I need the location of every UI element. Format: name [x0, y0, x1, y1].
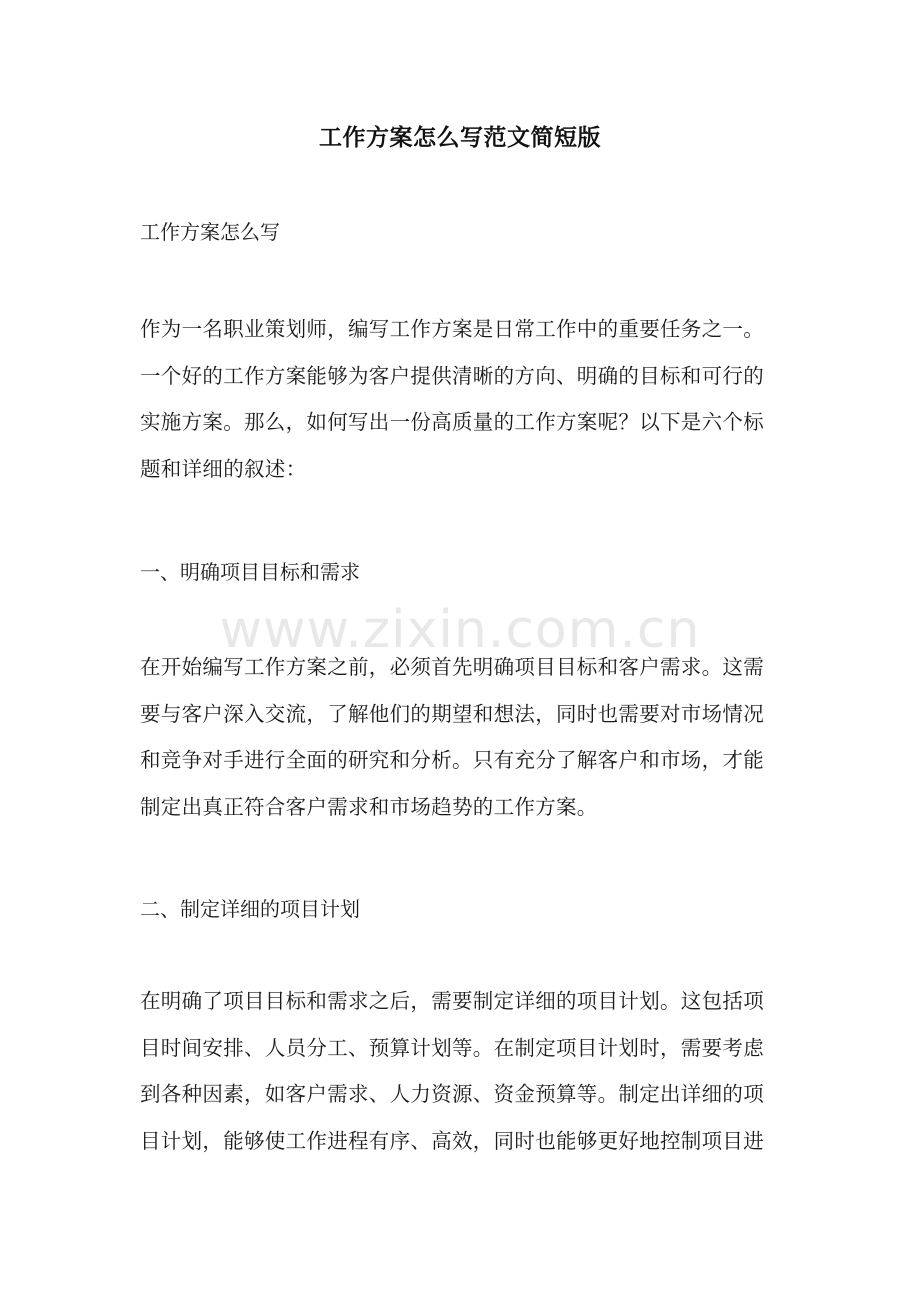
paragraph-line: 制定出真正符合客户需求和市场趋势的工作方案。 — [140, 794, 598, 819]
paragraph-line: 要与客户深入交流，了解他们的期望和想法，同时也需要对市场情况 — [140, 701, 764, 726]
paragraph-line: 和竞争对手进行全面的研究和分析。只有充分了解客户和市场，才能 — [140, 748, 764, 772]
document-subtitle: 工作方案怎么写 — [140, 220, 280, 244]
paragraph-line: 到各种因素，如客户需求、人力资源、资金预算等。制定出详细的项 — [140, 1082, 764, 1106]
section-2-paragraph — [140, 978, 800, 1164]
section-heading-2: 二、制定详细的项目计划 — [140, 897, 360, 921]
section-heading-1: 一、明确项目目标和需求 — [140, 560, 360, 584]
paragraph-line: 在明确了项目目标和需求之后，需要制定详细的项目计划。这包括项 — [140, 989, 764, 1013]
section-1-paragraph — [140, 644, 800, 830]
paragraph-line: 题和详细的叙述： — [140, 456, 307, 481]
paragraph-line: 一个好的工作方案能够为客户提供清晰的方向、明确的目标和可行的 — [140, 363, 764, 388]
paragraph-line: 作为一名职业策划师，编写工作方案是日常工作中的重要任务之一。 — [140, 317, 764, 341]
document-title: 工作方案怎么写范文简短版 — [319, 124, 601, 151]
paragraph-line: 目计划，能够使工作进程有序、高效，同时也能够更好地控制项目进 — [140, 1128, 764, 1153]
watermark: www.zixin.com.cn — [219, 600, 701, 660]
paragraph-line: 目时间安排、人员分工、预算计划等。在制定项目计划时，需要考虑 — [140, 1035, 764, 1060]
paragraph-line: 在开始编写工作方案之前，必须首先明确项目目标和客户需求。这需 — [140, 655, 764, 679]
intro-paragraph — [140, 306, 800, 492]
paragraph-line: 实施方案。那么，如何写出一份高质量的工作方案呢？以下是六个标 — [140, 410, 764, 434]
